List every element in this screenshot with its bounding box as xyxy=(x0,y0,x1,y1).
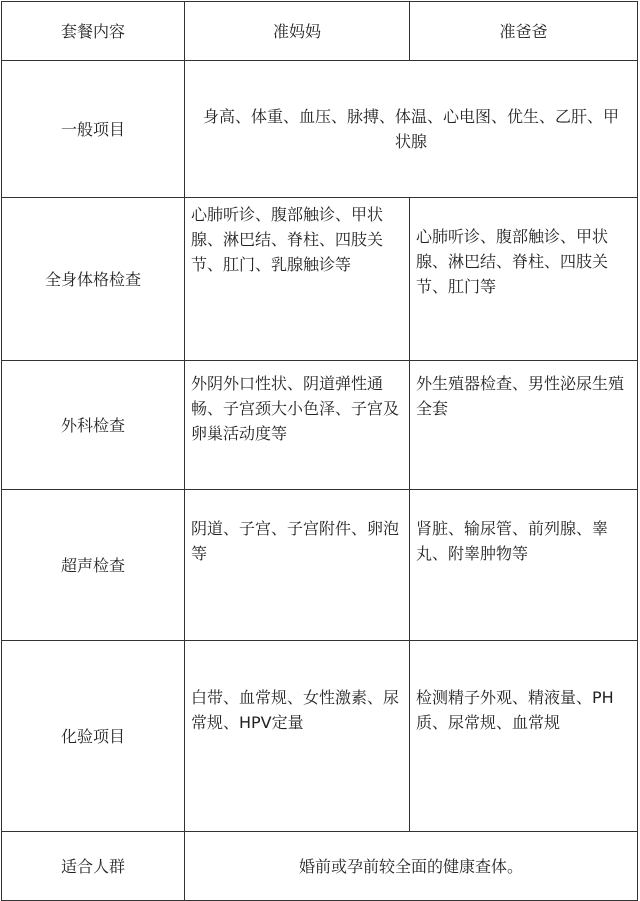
dad-content: 外生殖器检查、男性泌尿生殖全套 xyxy=(410,361,638,490)
dad-content: 心肺听诊、腹部触诊、甲状腺、淋巴结、脊柱、四肢关节、肛门等 xyxy=(410,198,638,361)
row-label: 适合人群 xyxy=(2,832,185,901)
row-lab-tests xyxy=(2,641,638,832)
package-table xyxy=(1,1,638,901)
row-label: 外科检查 xyxy=(2,361,185,490)
mom-content: 白带、血常规、女性激素、尿常规、HPV定量 xyxy=(185,641,410,832)
dad-content: 肾脏、输尿管、前列腺、睾丸、附睾肿物等 xyxy=(410,490,638,641)
shared-content: 婚前或孕前较全面的健康查体。 xyxy=(185,832,638,901)
row-target-group xyxy=(2,832,638,901)
row-label: 化验项目 xyxy=(2,641,185,832)
header-package: 套餐内容 xyxy=(2,2,185,61)
header-mom: 准妈妈 xyxy=(185,2,410,61)
mom-content: 阴道、子宫、子宫附件、卵泡等 xyxy=(185,490,410,641)
row-physical-exam xyxy=(2,198,638,361)
header-row xyxy=(2,2,638,61)
header-dad: 准爸爸 xyxy=(410,2,638,61)
mom-content: 心肺听诊、腹部触诊、甲状腺、淋巴结、脊柱、四肢关节、肛门、乳腺触诊等 xyxy=(185,198,410,361)
row-surgical-exam xyxy=(2,361,638,490)
mom-content: 外阴外口性状、阴道弹性通畅、子宫颈大小色泽、子宫及卵巢活动度等 xyxy=(185,361,410,490)
shared-content: 身高、体重、血压、脉搏、体温、心电图、优生、乙肝、甲状腺 xyxy=(185,61,638,198)
row-label: 全身体格检查 xyxy=(2,198,185,361)
row-label: 一般项目 xyxy=(2,61,185,198)
row-ultrasound xyxy=(2,490,638,641)
row-label: 超声检查 xyxy=(2,490,185,641)
row-general xyxy=(2,61,638,198)
dad-content: 检测精子外观、精液量、PH质、尿常规、血常规 xyxy=(410,641,638,832)
